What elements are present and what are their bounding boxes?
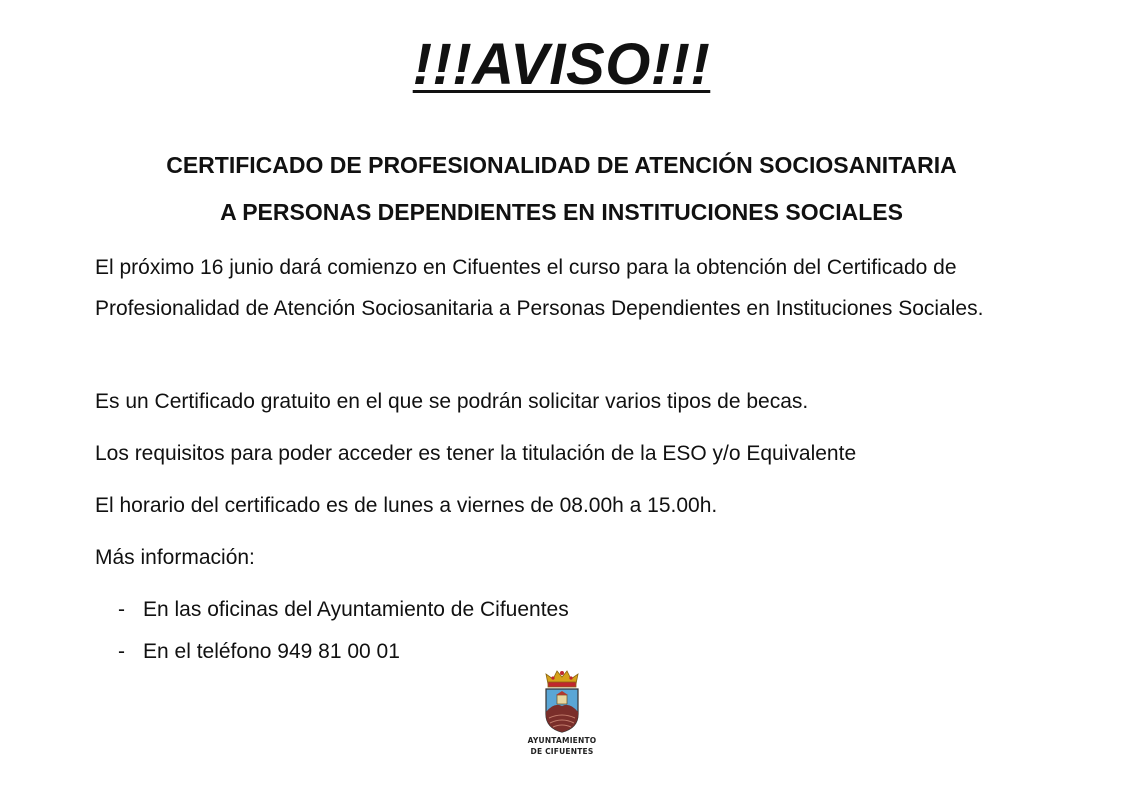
subtitle-line-1: CERTIFICADO DE PROFESIONALIDAD DE ATENCIÓN SOCIOSANITARIA bbox=[166, 152, 957, 178]
list-item bbox=[118, 631, 918, 673]
shield-icon bbox=[546, 689, 578, 732]
coat-of-arms-icon bbox=[540, 668, 584, 734]
bullet-dash: - bbox=[118, 640, 125, 663]
list-item bbox=[118, 589, 918, 631]
requirements-paragraph: Los requisitos para poder acceder es tener la titulación de la ESO y/o Equivalente bbox=[95, 442, 857, 465]
course-start-paragraph: El próximo 16 junio dará comienzo en Cifuentes el curso para la obtención del Certificado de Profesionalidad de Atención Sociosanitaria a Personas Dependientes en Instituciones Sociales. bbox=[95, 256, 984, 320]
more-info-label: Más información: bbox=[95, 546, 255, 569]
contact-offices-text: En las oficinas del Ayuntamiento de Cifuentes bbox=[143, 598, 569, 621]
subtitle-line-2: A PERSONAS DEPENDIENTES EN INSTITUCIONES SOCIALES bbox=[220, 199, 903, 225]
contact-phone-text: En el teléfono 949 81 00 01 bbox=[143, 640, 400, 663]
notice-title: !!!AVISO!!! bbox=[412, 32, 711, 97]
crown-icon bbox=[546, 671, 578, 687]
schedule-paragraph: El horario del certificado es de lunes a viernes de 08.00h a 15.00h. bbox=[95, 494, 718, 517]
bullet-dash: - bbox=[118, 598, 125, 621]
contact-list bbox=[118, 589, 918, 673]
grants-paragraph: Es un Certificado gratuito en el que se podrán solicitar varios tipos de becas. bbox=[95, 390, 809, 413]
ayuntamiento-logo bbox=[520, 668, 604, 768]
logo-line-1: AYUNTAMIENTO bbox=[527, 736, 597, 745]
logo-line-2: DE CIFUENTES bbox=[530, 747, 594, 756]
